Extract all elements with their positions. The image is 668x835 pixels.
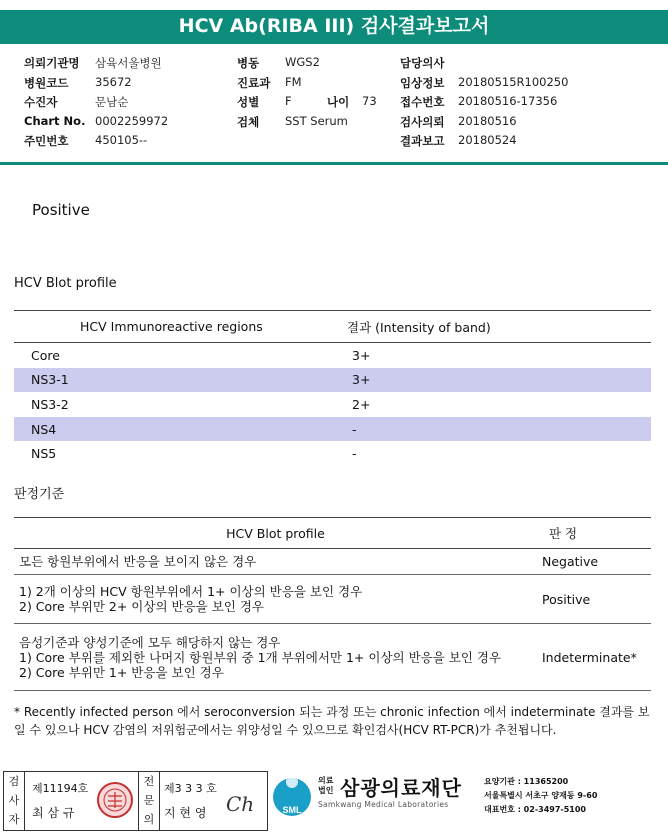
judgement-cell: Positive	[537, 575, 651, 624]
criteria-description	[14, 575, 537, 624]
ward-value: WGS2	[285, 55, 320, 69]
report-title: HCV Ab(RIBA III) 검사결과보고서	[0, 0, 668, 44]
criteria-table	[14, 517, 651, 691]
region-cell: Core	[31, 347, 60, 363]
age-value: 73	[362, 94, 377, 108]
table-row	[14, 624, 651, 691]
table-row	[14, 392, 651, 417]
table-row	[14, 343, 651, 368]
sex-value: F	[285, 94, 292, 108]
chart-label: Chart No.	[24, 114, 86, 128]
org-contact	[484, 775, 597, 817]
receipt-label: 접수번호	[400, 95, 445, 109]
doctor-label: 담당의사	[400, 56, 445, 70]
org-prefix-line: 의료	[318, 776, 334, 785]
region-cell: NS4	[14, 417, 346, 442]
request-value: 20180516	[458, 114, 517, 128]
footnote: * Recently infected person 에서 seroconversion 되는 과정 또는 chronic infection 에서 indeterminate 결과를 보일 수 있으나 HCV 감염의 저위험군에서는 위양성일 수 있으므로 확인검사(HCV RT-PCR)가 추천됩니다.	[14, 705, 650, 737]
sex-label: 성별	[237, 95, 260, 109]
approver-name: 지 현 영	[164, 806, 207, 820]
code-value: 35672	[95, 75, 132, 89]
specimen-value: SST Serum	[285, 114, 348, 128]
approver-label	[138, 772, 160, 830]
red-seal-icon	[96, 780, 134, 820]
label-char: 의	[143, 813, 155, 826]
patient-label: 수진자	[24, 95, 58, 109]
inspector-label	[4, 772, 25, 830]
blot-profile-table	[14, 310, 651, 466]
table-row	[14, 575, 651, 624]
result-cell: -	[352, 446, 357, 462]
region-cell: NS3-1	[14, 368, 346, 393]
result-cell: 3+	[352, 347, 371, 363]
logo-mark: SML	[282, 805, 302, 815]
clinical-label: 임상정보	[400, 76, 445, 90]
blot-header-result: 결과 (Intensity of band)	[346, 311, 651, 343]
org-prefix-line: 법인	[318, 786, 334, 795]
dept-label: 진료과	[237, 76, 271, 90]
label-char: 문	[143, 794, 155, 807]
criteria-header-judgement: 판 정	[537, 518, 651, 549]
org-name: 삼광의료재단	[340, 776, 462, 800]
patient-value: 문남순	[95, 95, 129, 109]
ward-label: 병동	[237, 56, 260, 70]
receipt-value: 20180516-17356	[458, 94, 558, 108]
judgement-cell: Indeterminate*	[537, 624, 651, 691]
footer	[0, 768, 668, 835]
criteria-line: 모든 항원부위에서 반응을 보이지 않은 경우	[19, 554, 257, 569]
org-prefix	[318, 776, 333, 796]
request-label: 검사의뢰	[400, 115, 445, 129]
clinical-value: 20180515R100250	[458, 75, 569, 89]
criteria-line: 음성기준과 양성기준에 모두 해당하지 않는 경우	[19, 634, 281, 650]
label-char: 자	[8, 813, 20, 826]
inspector-name: 최 삼 규	[32, 806, 75, 820]
hospital-value: 삼육서울병원	[95, 56, 162, 70]
code-label: 병원코드	[24, 76, 69, 90]
patient-info-block	[0, 48, 668, 168]
label-char: 검	[8, 775, 20, 788]
org-logo	[271, 771, 313, 829]
criteria-description	[14, 624, 537, 691]
signature-mark: Ch	[226, 792, 255, 816]
result-cell: -	[346, 417, 651, 442]
region-cell: NS3-2	[31, 396, 69, 412]
resident-value: 450105--	[95, 133, 148, 147]
org-address: 서울특별시 서초구 양재동 9-60	[484, 791, 598, 800]
label-char: 사	[8, 794, 20, 807]
age-label: 나이	[327, 95, 350, 109]
criteria-line: 1) Core 부위를 제외한 나머지 항원부위 중 1개 부위에서만 1+ 이상의 반응을 보인 경우	[19, 649, 502, 665]
org-english-name: Samkwang Medical Laboratories	[318, 800, 449, 809]
criteria-description	[14, 549, 537, 575]
criteria-line: 1) 2개 이상의 HCV 항원부위에서 1+ 이상의 반응을 보인 경우	[19, 584, 363, 599]
result-cell: 3+	[346, 368, 651, 393]
blot-header-region: HCV Immunoreactive regions	[14, 311, 346, 343]
table-row	[14, 417, 651, 442]
blot-section-title: HCV Blot profile	[14, 276, 117, 291]
hospital-label: 의뢰기관명	[24, 56, 80, 70]
judgement-cell: Negative	[537, 549, 651, 575]
org-code: 요양기관 : 11365200	[484, 777, 569, 786]
resident-label: 주민번호	[24, 134, 69, 148]
specimen-label: 검체	[237, 115, 260, 129]
criteria-line: 2) Core 부위만 1+ 반응을 보인 경우	[19, 664, 224, 680]
report-date-value: 20180524	[458, 133, 517, 147]
result-cell: 2+	[352, 396, 371, 412]
region-cell: NS5	[31, 446, 57, 462]
signature-box	[3, 771, 268, 831]
inspector-license: 제11194호	[32, 782, 89, 795]
criteria-line: 2) Core 부위만 2+ 이상의 반응을 보인 경우	[19, 599, 264, 614]
criteria-header-profile: HCV Blot profile	[14, 518, 537, 549]
report-date-label: 결과보고	[400, 134, 445, 148]
approver-license: 제3 3 3 호	[164, 782, 217, 795]
table-row	[14, 441, 651, 466]
table-row	[14, 368, 651, 393]
dept-value: FM	[285, 75, 302, 89]
org-phone: 대표번호 : 02-3497-5100	[484, 805, 586, 814]
label-char: 전	[143, 775, 155, 788]
table-row	[14, 549, 651, 575]
chart-value: 0002259972	[95, 114, 169, 128]
sml-logo-icon	[271, 771, 313, 829]
overall-result: Positive	[32, 201, 90, 219]
criteria-section-title: 판정기준	[14, 487, 65, 502]
header-divider	[0, 162, 668, 165]
